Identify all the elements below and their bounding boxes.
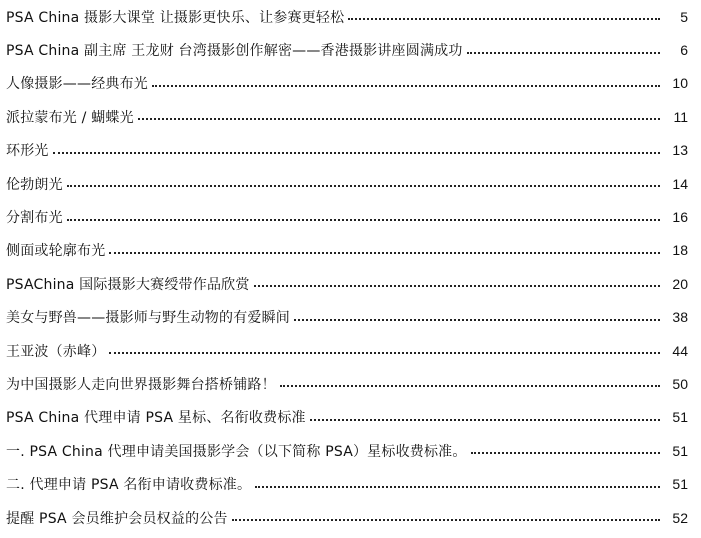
toc-entry-title: PSAChina 国际摄影大赛绶带作品欣赏 (6, 276, 250, 293)
dot-leader (471, 451, 660, 454)
toc-entry-title: 侧面或轮廓布光 (6, 243, 106, 260)
toc-entry-page: 52 (672, 509, 688, 526)
toc-entry-title: 分割布光 (6, 210, 63, 227)
toc-entry-page: 10 (672, 75, 688, 92)
toc-entry-title: 提醒 PSA 会员维护会员权益的公告 (6, 510, 228, 527)
toc-entry[interactable] (6, 367, 688, 400)
dot-leader (138, 117, 660, 120)
toc-entry-page: 50 (672, 375, 688, 392)
dot-leader (254, 284, 660, 287)
toc-entry[interactable] (6, 167, 688, 200)
toc-entry-page: 51 (672, 476, 688, 493)
toc-entry-title: PSA China 副主席 王龙财 台湾摄影创作解密——香港摄影讲座圆满成功 (6, 43, 463, 60)
toc-entry-page: 44 (672, 342, 688, 359)
toc-entry-page: 6 (680, 42, 688, 59)
dot-leader (109, 251, 660, 254)
toc-entry[interactable] (6, 434, 688, 467)
toc-entry-title: 伦勃朗光 (6, 176, 63, 193)
toc-entry-title: 派拉蒙布光 / 蝴蝶光 (6, 109, 134, 126)
dot-leader (109, 351, 660, 354)
toc-entry-page: 13 (672, 142, 688, 159)
dot-leader (255, 485, 660, 488)
dot-leader (53, 151, 660, 154)
toc-entry-page: 11 (673, 108, 688, 125)
toc-entry-page: 16 (672, 209, 688, 226)
dot-leader (152, 84, 660, 87)
toc-entry-title: PSA China 摄影大课堂 让摄影更快乐、让参赛更轻松 (6, 9, 345, 26)
toc-entry-page: 51 (672, 409, 688, 426)
toc-entry[interactable] (6, 100, 688, 133)
toc-entry-title: 王亚波（赤峰） (6, 343, 106, 360)
toc-entry[interactable] (6, 67, 688, 100)
toc-entry-title: 美女与野兽——摄影师与野生动物的有爱瞬间 (6, 310, 290, 327)
toc-entry-page: 51 (672, 442, 688, 459)
toc-entry[interactable] (6, 200, 688, 233)
toc-entry-title: 人像摄影——经典布光 (6, 76, 148, 93)
toc-entry-page: 18 (672, 242, 688, 259)
toc-entry[interactable] (6, 134, 688, 167)
toc-entry-title: 环形光 (6, 143, 49, 160)
toc-entry-page: 5 (680, 8, 688, 25)
dot-leader (232, 518, 660, 521)
toc-entry-title: 一. PSA China 代理申请美国摄影学会（以下简称 PSA）星标收费标准。 (6, 443, 467, 460)
toc-entry[interactable] (6, 467, 688, 500)
toc-entry[interactable] (6, 401, 688, 434)
toc-entry-page: 38 (672, 309, 688, 326)
toc-entry[interactable] (6, 33, 688, 66)
toc-entry-page: 20 (672, 275, 688, 292)
toc-entry[interactable] (6, 301, 688, 334)
toc-entry-title: PSA China 代理申请 PSA 星标、名衔收费标准 (6, 410, 306, 427)
toc-entry-title: 为中国摄影人走向世界摄影舞台搭桥铺路！ (6, 376, 276, 393)
dot-leader (294, 318, 660, 321)
toc-entry[interactable] (6, 234, 688, 267)
table-of-contents (6, 0, 688, 534)
dot-leader (67, 184, 660, 187)
toc-entry[interactable] (6, 334, 688, 367)
dot-leader (348, 17, 660, 20)
dot-leader (310, 418, 660, 421)
dot-leader (467, 51, 660, 54)
toc-entry-page: 14 (672, 175, 688, 192)
toc-entry[interactable] (6, 267, 688, 300)
toc-entry[interactable] (6, 501, 688, 534)
toc-entry[interactable] (6, 0, 688, 33)
toc-entry-title: 二. 代理申请 PSA 名衔申请收费标准。 (6, 477, 252, 494)
dot-leader (67, 218, 660, 221)
dot-leader (280, 384, 660, 387)
